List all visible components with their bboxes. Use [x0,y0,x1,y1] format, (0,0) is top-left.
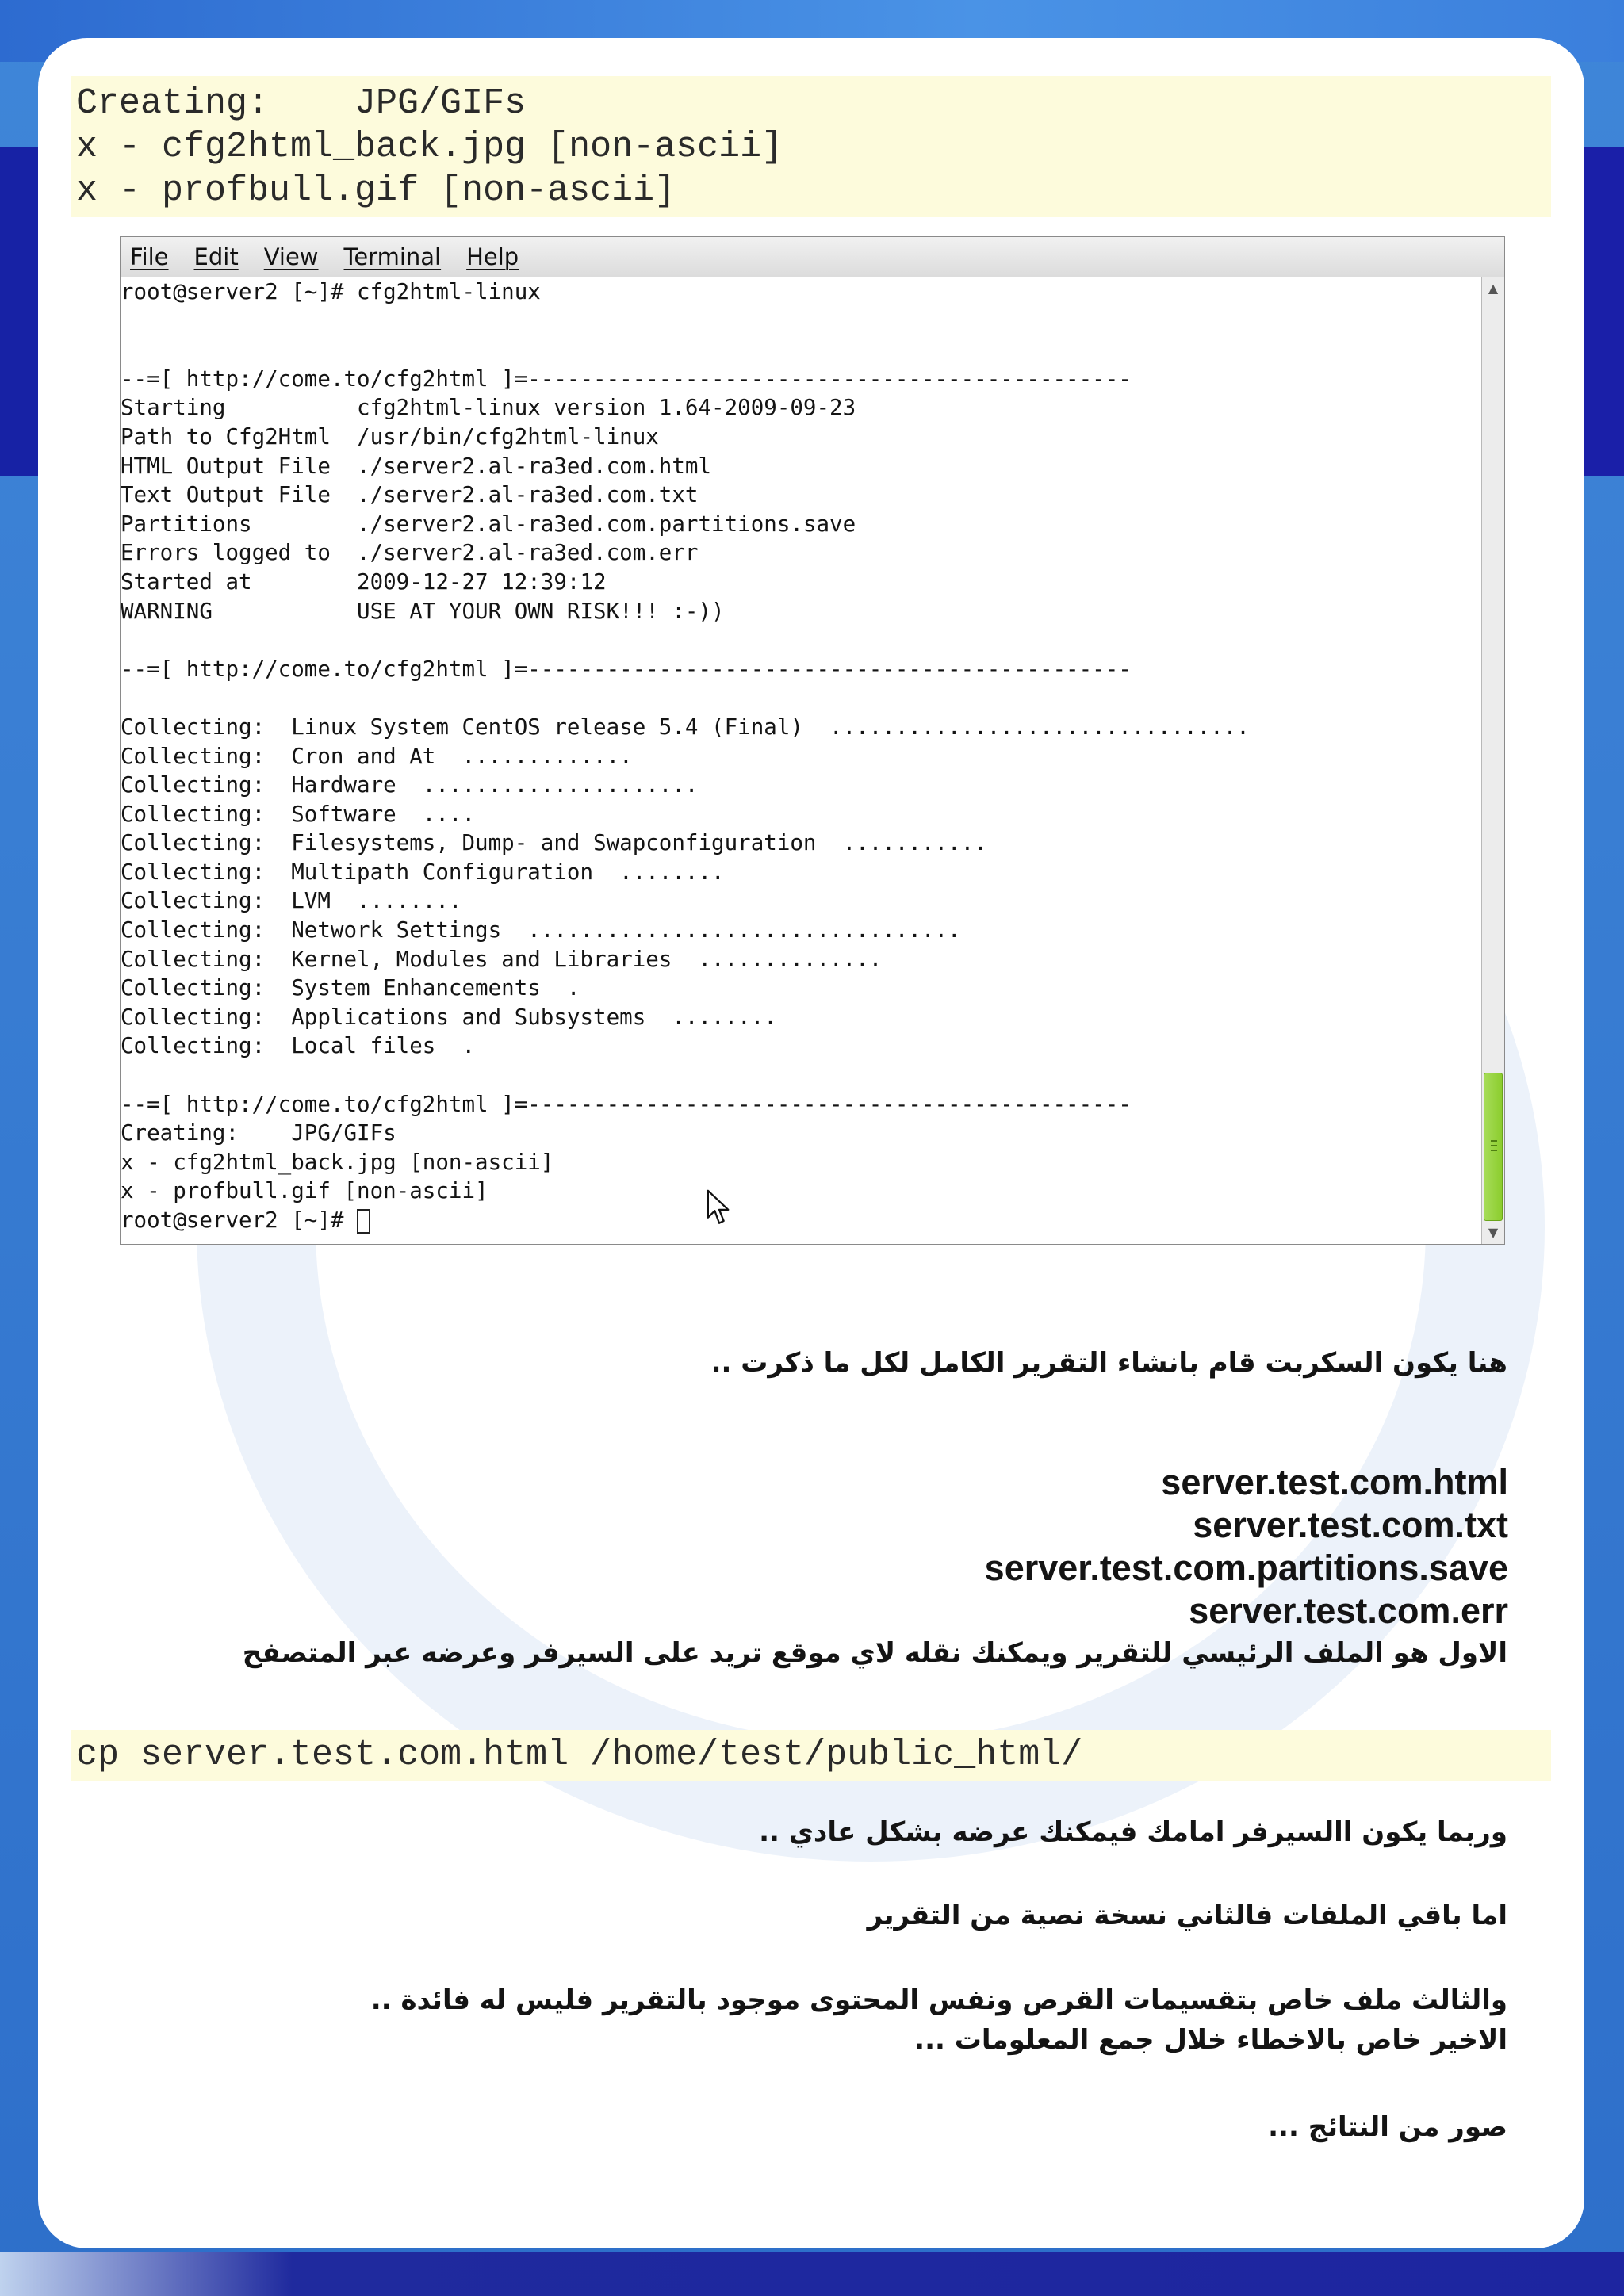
terminal-line [121,1061,1483,1090]
file-name: server.test.com.txt [1193,1505,1508,1545]
paragraph-other-files: اما باقي الملفات فالثاني نسخة نصية من التقرير [867,1900,1507,1931]
code-line: x - cfg2html_back.jpg [non-ascii] [76,127,783,167]
terminal-line: Path to Cfg2Html /usr/bin/cfg2html-linux [121,423,659,450]
code-line: x - profbull.gif [non-ascii] [76,170,676,211]
terminal-line: Collecting: Hardware ..................... [121,772,699,798]
file-name: server.test.com.err [1189,1590,1508,1631]
paragraph-results: صور من النتائج ... [1268,2111,1507,2143]
terminal-line: Collecting: Linux System CentOS release 5.4 (Final) ................................ [121,714,1250,740]
menu-terminal[interactable]: Terminal [343,243,442,270]
terminal-line: Collecting: Filesystems, Dump- and Swapconfiguration ........... [121,830,987,856]
terminal-output[interactable] [121,277,1483,1244]
terminal-line: root@server2 [~]# cfg2html-linux [121,279,541,304]
scroll-up-arrow-icon[interactable]: ▲ [1488,281,1499,296]
terminal-line: Text Output File ./server2.al-ra3ed.com.txt [121,482,699,508]
grip-line [1491,1145,1497,1146]
terminal-line: Collecting: System Enhancements . [121,975,580,1001]
terminal-line [121,626,1483,655]
terminal-line [121,683,1483,713]
grip-line [1491,1140,1497,1142]
terminal-line: Collecting: LVM ........ [121,888,462,914]
code-line: cp server.test.com.html /home/test/public_html/ [76,1735,1083,1775]
terminal-line: --=[ http://come.to/cfg2html ]=---------------------------------------------- [121,656,1132,682]
terminal-line: Collecting: Cron and At ............. [121,743,633,769]
terminal-prompt-line [121,1206,1483,1235]
terminal-line: Starting cfg2html-linux version 1.64-2009-09-23 [121,395,856,421]
terminal-line: Errors logged to ./server2.al-ra3ed.com.err [121,540,699,566]
right-accent-bar [1583,147,1624,476]
file-name: server.test.com.html [1161,1462,1508,1502]
terminal-line: --=[ http://come.to/cfg2html ]=---------------------------------------------- [121,1091,1132,1117]
terminal-line: WARNING USE AT YOUR OWN RISK!!! :-)) [121,598,725,624]
paragraph-first-file: الاول هو الملف الرئيسي للتقرير ويمكنك نقله لاي موقع تريد على السيرفر وعرضه عبر المتصفح [242,1637,1507,1669]
file-name: server.test.com.partitions.save [984,1548,1508,1588]
menu-edit[interactable]: Edit [193,243,239,270]
terminal-line: x - cfg2html_back.jpg [non-ascii] [121,1149,554,1175]
terminal-line: Collecting: Software .... [121,801,476,827]
terminal-scrollbar[interactable] [1481,277,1504,1244]
menu-help[interactable]: Help [466,243,519,270]
code-block-cp [71,1730,1551,1781]
paragraph-third-file: والثالث ملف خاص بتقسيمات القرص ونفس المحتوى موجود بالتقرير فليس له فائدة .. [370,1984,1507,2016]
mouse-pointer-icon [706,1188,733,1226]
terminal-line [121,307,1483,336]
scrollbar-thumb[interactable] [1484,1073,1503,1221]
terminal-line: Collecting: Applications and Subsystems ........ [121,1004,777,1030]
code-line: Creating: JPG/GIFs [76,83,527,124]
terminal-menubar [121,237,1504,277]
paragraph-last-file: الاخير خاص بالاخطاء خلال جمع المعلومات ... [914,2024,1507,2056]
terminal-line: Collecting: Local files . [121,1033,476,1059]
grip-line [1491,1150,1497,1151]
terminal-line: HTML Output File ./server2.al-ra3ed.com.html [121,453,712,479]
document-page [38,38,1584,2248]
paragraph-server-front: وربما يكون االسيرفر امامك فيمكنك عرضه بشكل عادي .. [759,1816,1507,1848]
terminal-line: Partitions ./server2.al-ra3ed.com.partitions.save [121,511,856,537]
terminal-line: Creating: JPG/GIFs [121,1120,396,1146]
paragraph-intro: هنا يكون السكربت قام بانشاء التقرير الكامل لكل ما ذكرت .. [710,1347,1507,1379]
terminal-line: Started at 2009-12-27 12:39:12 [121,568,607,595]
scroll-down-arrow-icon[interactable]: ▼ [1488,1225,1499,1240]
terminal-line: Collecting: Kernel, Modules and Libraries .............. [121,946,883,972]
menu-view[interactable]: View [263,243,319,270]
terminal-line: x - profbull.gif [non-ascii] [121,1178,488,1204]
terminal-screenshot [120,236,1505,1245]
terminal-line [121,335,1483,365]
terminal-line: Collecting: Multipath Configuration ........ [121,859,725,885]
text-cursor [357,1209,370,1234]
terminal-line: Collecting: Network Settings ................................. [121,917,961,943]
menu-file[interactable]: File [130,243,169,270]
output-files-list [985,1461,1508,1632]
terminal-prompt: root@server2 [~]# [121,1207,358,1233]
terminal-line: --=[ http://come.to/cfg2html ]=---------------------------------------------- [121,365,1132,392]
left-accent-bar [0,147,38,476]
bottom-accent-band [0,2252,1624,2296]
code-block-output [71,76,1551,217]
